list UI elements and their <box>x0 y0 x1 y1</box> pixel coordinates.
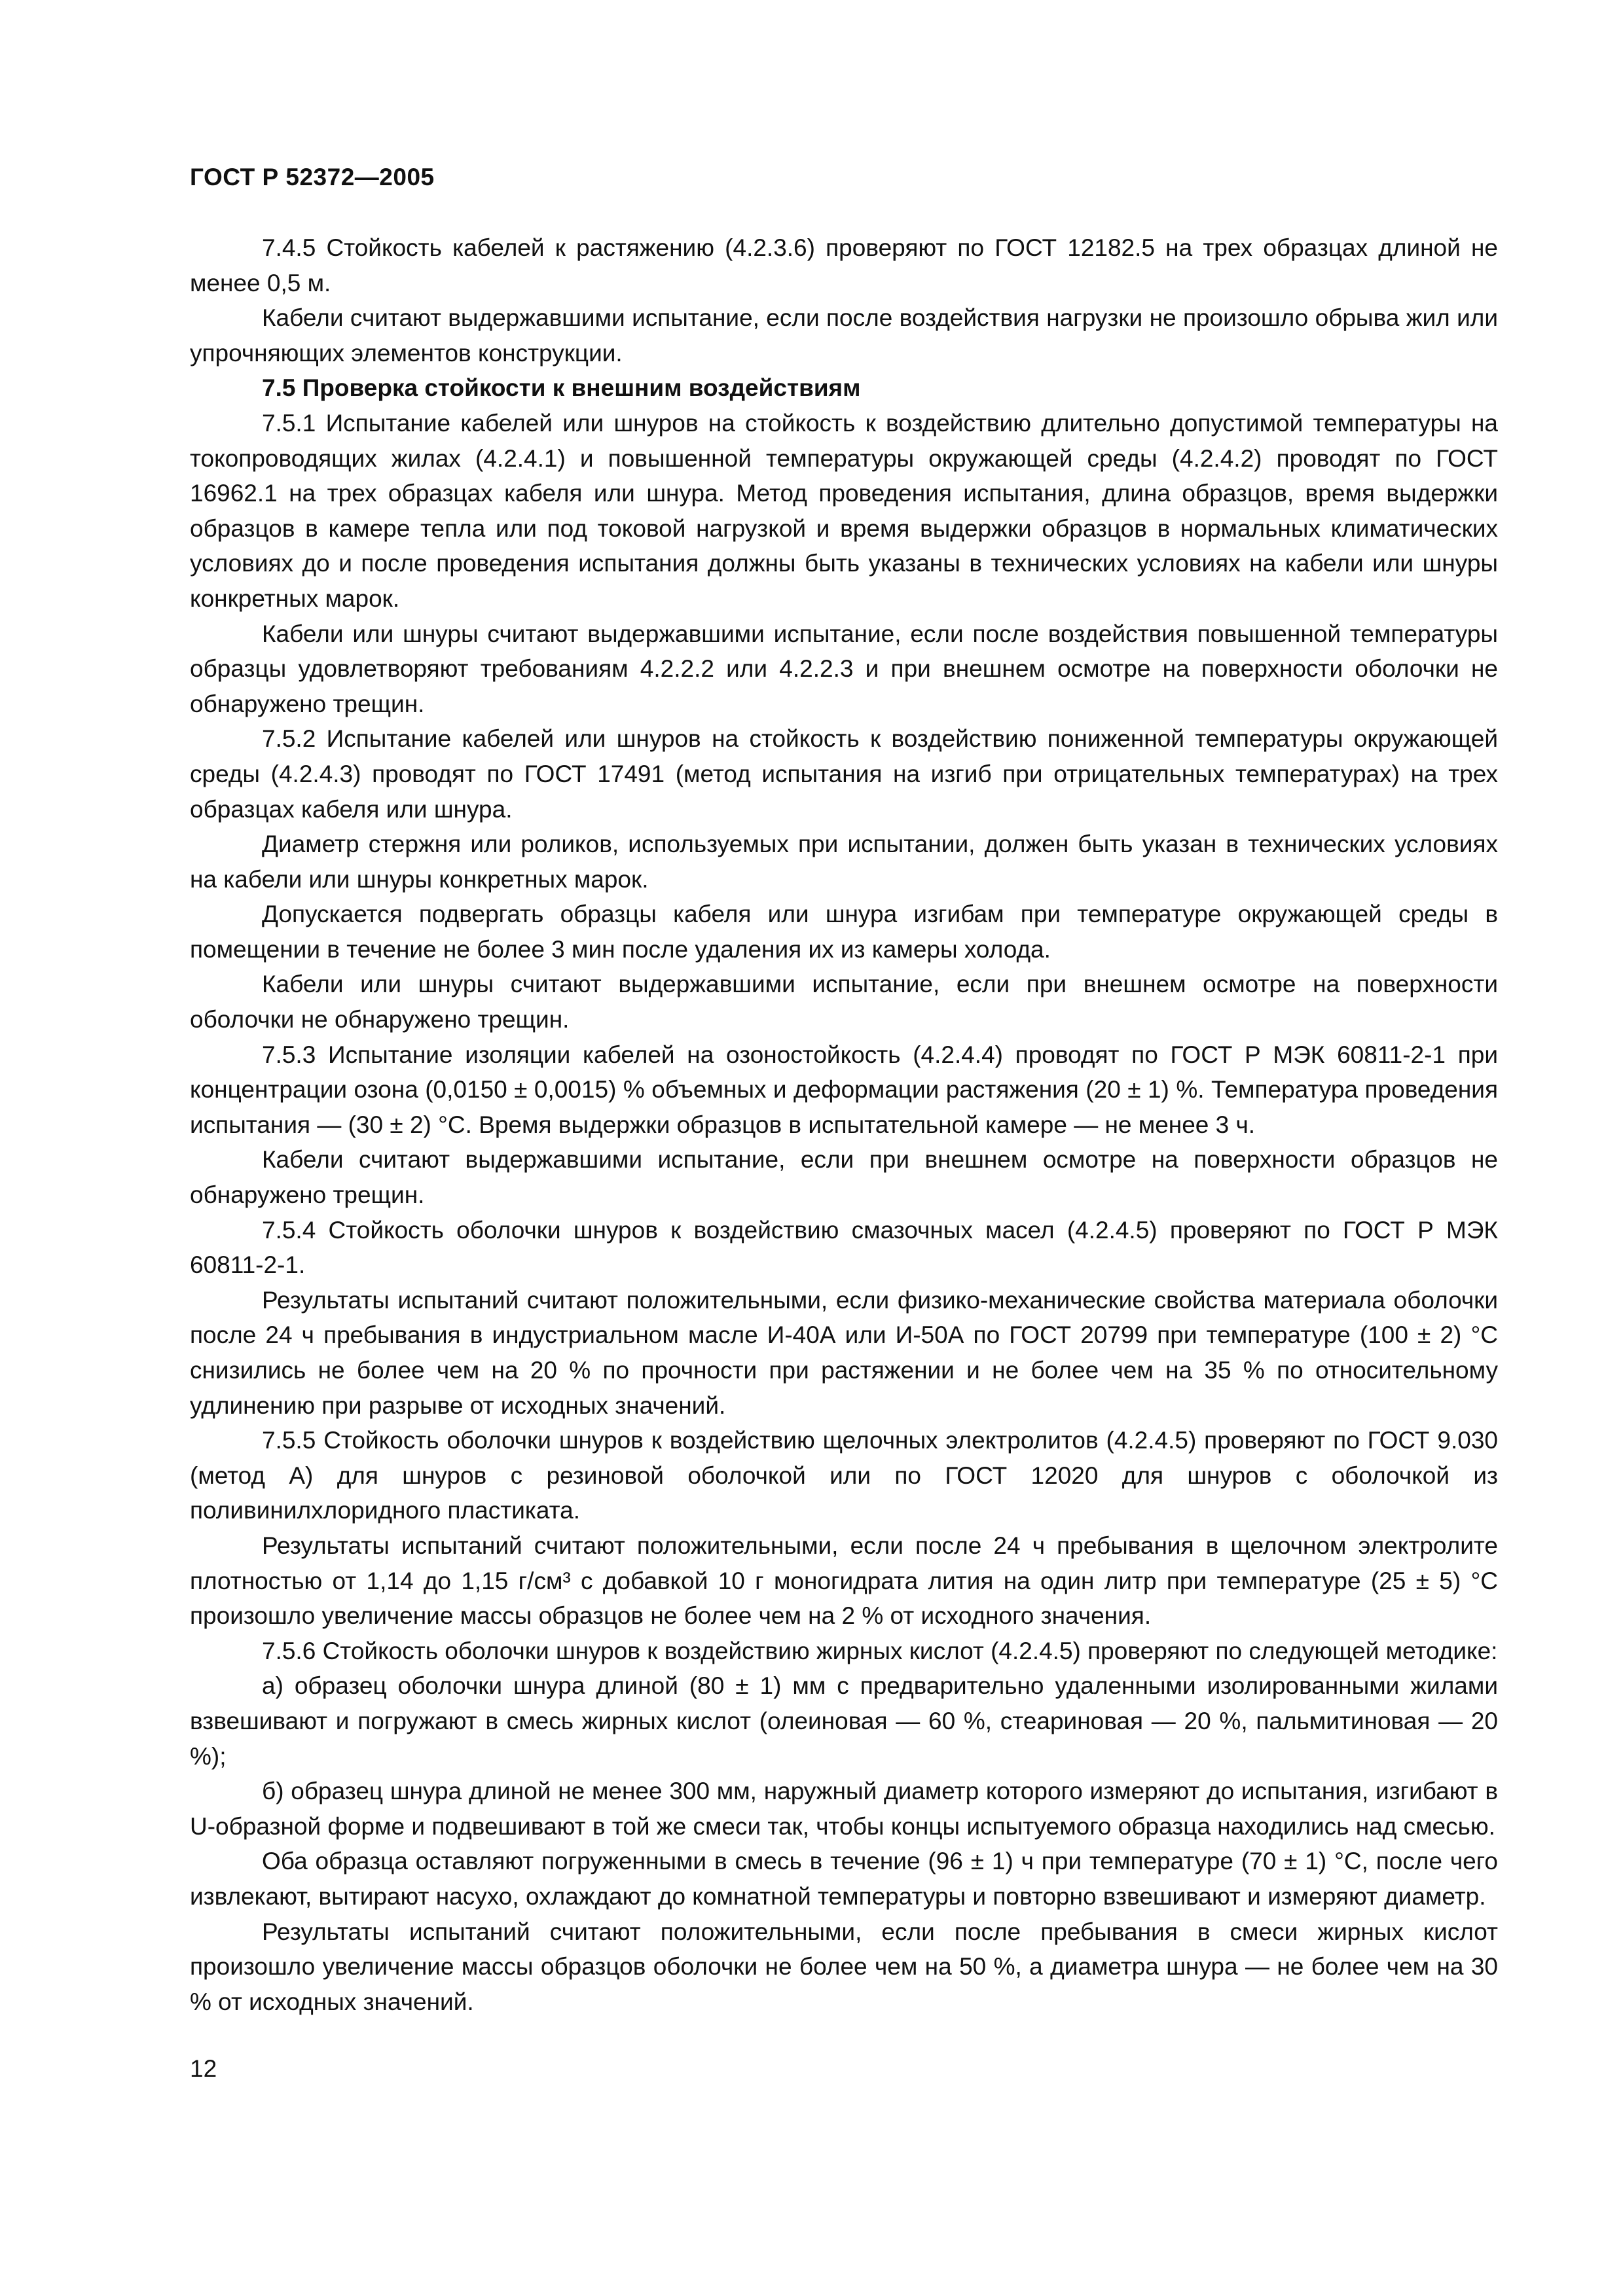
paragraph-7-5-6-item-b: б) образец шнура длиной не менее 300 мм, наружный диаметр которого измеряют до испытания, изгибают в U-образной форме и подвешивают в той же смеси так, чтобы концы испытуемого образца находились над смесью. <box>190 1778 1498 1840</box>
paragraph-7-5-1: 7.5.1 Испытание кабелей или шнуров на стойкость к воздействию длительно допустимой температуры на токопроводящих жилах (4.2.4.1) и повышенной температуры окружающей среды (4.2.4.2) проводят по ГОСТ 16962.1 на трех образцах кабеля или шнура. Метод проведения испытания, длина образцов, время выдержки образцов в камере тепла или под токовой нагрузкой и время выдержки образцов в нормальных климатических условиях до и после проведения испытания должны быть указаны в технических условиях на кабели или шнуры конкретных марок. <box>190 409 1498 612</box>
paragraph-7-5-4: 7.5.4 Стойкость оболочки шнуров к воздействию смазочных масел (4.2.4.5) проверяют по ГОСТ Р МЭК 60811-2-1. <box>190 1216 1498 1279</box>
paragraph-7-5-6: 7.5.6 Стойкость оболочки шнуров к воздействию жирных кислот (4.2.4.5) проверяют по следующей методике: <box>262 1637 1498 1664</box>
paragraph-7-5-5-result: Результаты испытаний считают положительными, если после 24 ч пребывания в щелочном электролите плотностью от 1,14 до 1,15 г/см³ с добавкой 10 г моногидрата лития на один литр при температуре (25 ± 5) °С произошло увеличение массы образцов не более чем на 2 % от исходного значения. <box>190 1532 1498 1630</box>
paragraph-7-5-5: 7.5.5 Стойкость оболочки шнуров к воздействию щелочных электролитов (4.2.4.5) проверяют по ГОСТ 9.030 (метод А) для шнуров с резиновой оболочкой или по ГОСТ 12020 для шнуров с оболочкой из поливинилхлоридного пластиката. <box>190 1427 1498 1524</box>
page-number: 12 <box>190 2055 217 2082</box>
paragraph-7-5-3-result: Кабели считают выдержавшими испытание, если при внешнем осмотре на поверхности образцов не обнаружено трещин. <box>190 1146 1498 1209</box>
paragraph-7-4-5-result: Кабели считают выдержавшими испытание, если после воздействия нагрузки не произошло обрыва жил или упрочняющих элементов конструкции. <box>190 304 1498 367</box>
document-header-code: ГОСТ Р 52372—2005 <box>190 164 435 190</box>
paragraph-7-4-5: 7.4.5 Стойкость кабелей к растяжению (4.2.3.6) проверяют по ГОСТ 12182.5 на трех образцах длиной не менее 0,5 м. <box>190 234 1498 296</box>
paragraph-7-5-1-result: Кабели или шнуры считают выдержавшими испытание, если после воздействия повышенной температуры образцы удовлетворяют требованиям 4.2.2.2 или 4.2.2.3 и при внешнем осмотре на поверхности оболочки не обнаружено трещин. <box>190 620 1498 717</box>
paragraph-7-5-2-result: Кабели или шнуры считают выдержавшими испытание, если при внешнем осмотре на поверхности оболочки не обнаружено трещин. <box>190 971 1498 1033</box>
document-body <box>190 230 1498 2019</box>
paragraph-7-5-2: 7.5.2 Испытание кабелей или шнуров на стойкость к воздействию пониженной температуры окружающей среды (4.2.4.3) проводят по ГОСТ 17491 (метод испытания на изгиб при отрицательных температурах) на трех образцах кабеля или шнура. <box>190 725 1498 823</box>
paragraph-7-5-6-item-a: а) образец оболочки шнура длиной (80 ± 1) мм с предварительно удаленными изолированными жилами взвешивают и погружают в смесь жирных кислот (олеиновая — 60 %, стеариновая — 20 %, пальмитиновая — 20 %); <box>190 1672 1498 1770</box>
paragraph-7-5-6-result: Результаты испытаний считают положительными, если после пребывания в смеси жирных кислот произошло увеличение массы образцов оболочки не более чем на 50 %, а диаметра шнура — не более чем на 30 % от исходных значений. <box>190 1918 1498 2015</box>
paragraph-7-5-3: 7.5.3 Испытание изоляции кабелей на озоностойкость (4.2.4.4) проводят по ГОСТ Р МЭК 60811-2-1 при концентрации озона (0,0150 ± 0,0015) % объемных и деформации растяжения (20 ± 1) %. Температура проведения испытания — (30 ± 2) °С. Время выдержки образцов в испытательной камере — не менее 3 ч. <box>190 1041 1498 1138</box>
section-heading-7-5: 7.5 Проверка стойкости к внешним воздействиям <box>262 374 861 402</box>
paragraph-7-5-6-procedure: Оба образца оставляют погруженными в смесь в течение (96 ± 1) ч при температуре (70 ± 1) °С, после чего извлекают, вытирают насухо, охлаждают до комнатной температуры и повторно взвешивают и измеряют диаметр. <box>190 1848 1498 1910</box>
paragraph-7-5-2-diameter: Диаметр стержня или роликов, используемых при испытании, должен быть указан в технических условиях на кабели или шнуры конкретных марок. <box>190 831 1498 893</box>
paragraph-7-5-4-result: Результаты испытаний считают положительными, если физико-механические свойства материала оболочки после 24 ч пребывания в индустриальном масле И-40А или И-50А по ГОСТ 20799 при температуре (100 ± 2) °С снизились не более чем на 20 % по прочности при растяжении и не более чем на 35 % по относительному удлинению при разрыве от исходных значений. <box>190 1286 1498 1419</box>
paragraph-7-5-2-bending: Допускается подвергать образцы кабеля или шнура изгибам при температуре окружающей среды в помещении в течение не более 3 мин после удаления их из камеры холода. <box>190 901 1498 963</box>
